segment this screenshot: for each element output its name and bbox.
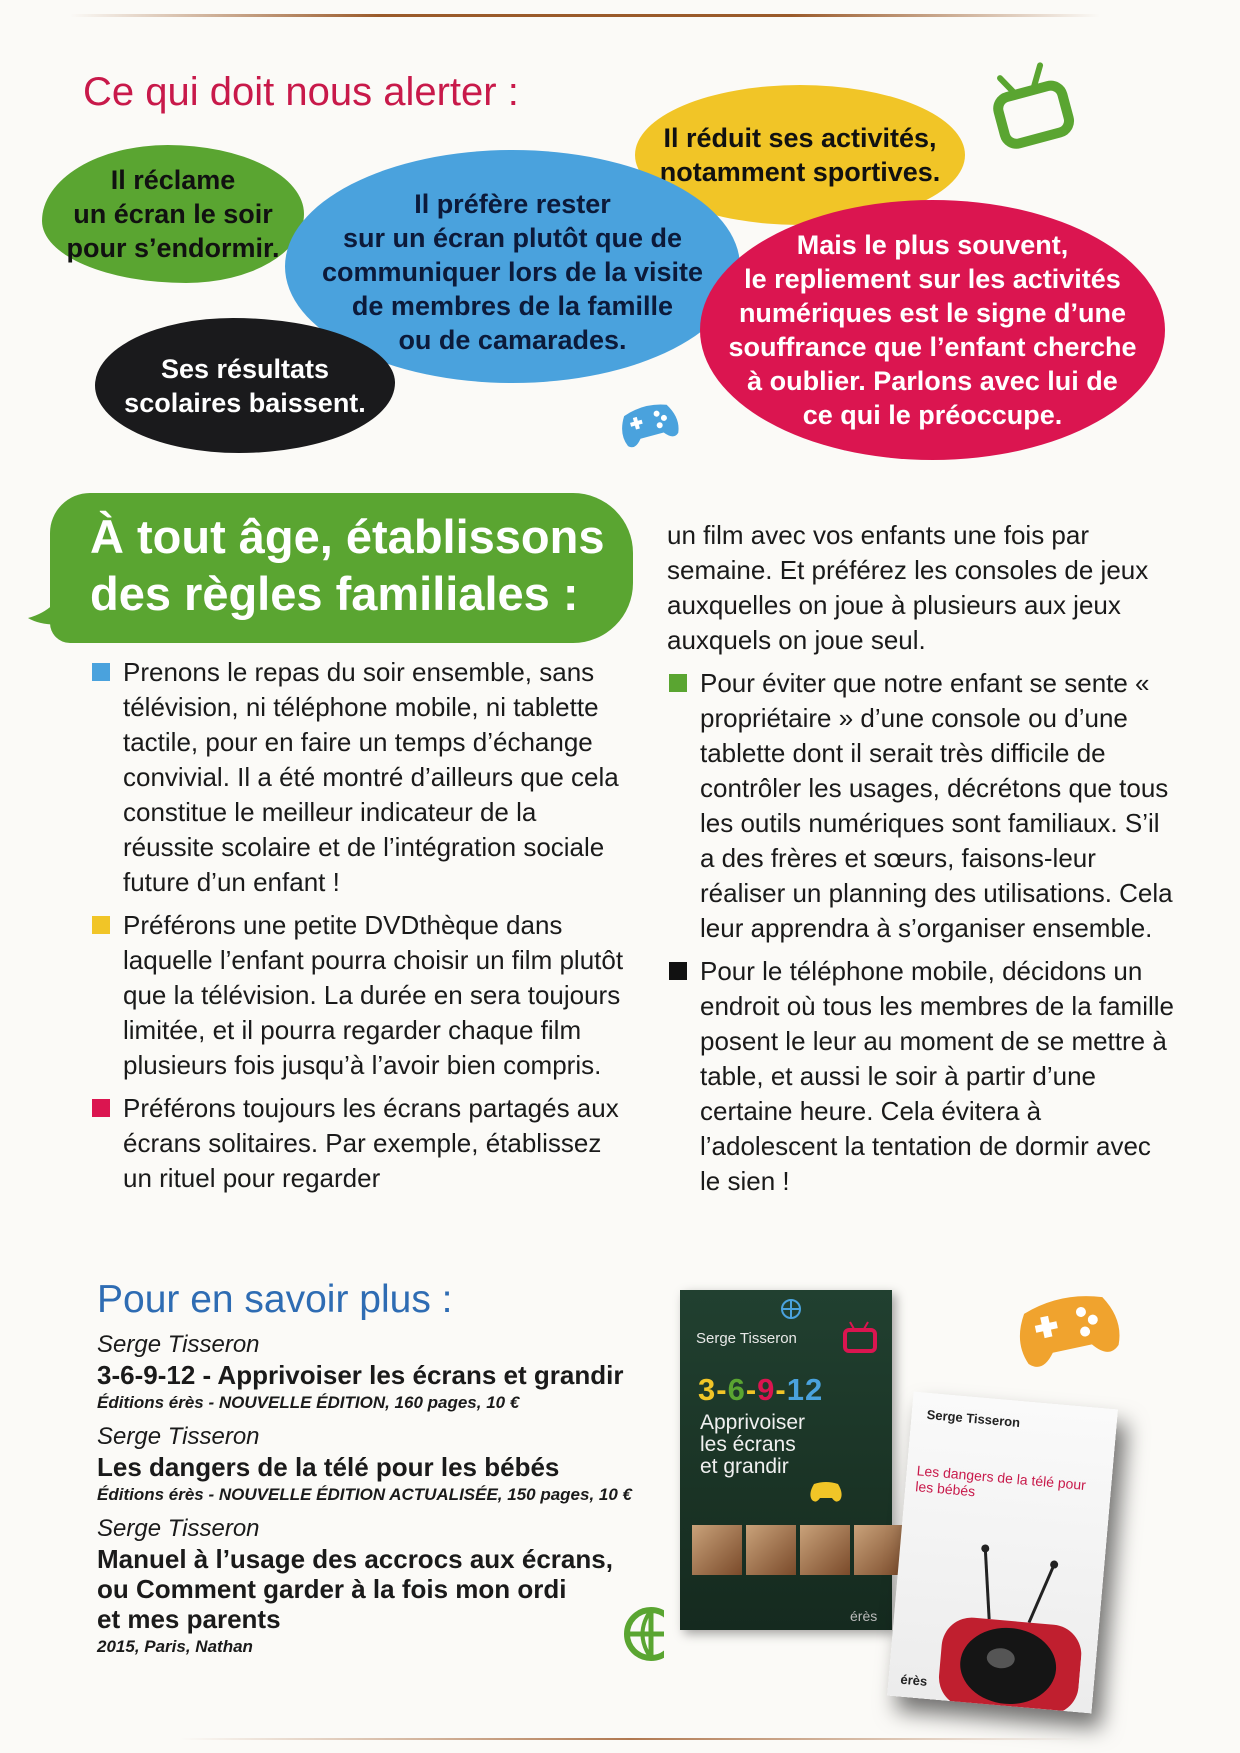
photo xyxy=(800,1525,850,1575)
rules-left-column xyxy=(88,655,628,1204)
photo xyxy=(854,1525,904,1575)
alert-bubble-red xyxy=(700,200,1165,460)
book-author: Serge Tisseron xyxy=(696,1330,797,1347)
gamepad-icon xyxy=(808,1478,844,1504)
book-number-dash: - xyxy=(745,1372,758,1407)
book-number-dash: - xyxy=(716,1372,728,1407)
bubble-line: numériques est le signe d’une xyxy=(738,298,1127,328)
rules-heading xyxy=(90,508,604,622)
rule-text: Préférons toujours les écrans partagés aux écrans solitaires. Par exemple, établissez un rituel pour regarder xyxy=(123,1093,619,1193)
references-list xyxy=(97,1330,657,1666)
rule-text: Prenons le repas du soir ensemble, sans télévision, ni téléphone mobile, ni tablette tactile, pour en faire un temps d’échange convivial. Il a été montré d’ailleurs que cela constitue le meilleur indicateur de la réussite scolaire et de l’intégration sociale future d’un enfant ! xyxy=(123,657,619,897)
bubble-line: sur un écran plutôt que de xyxy=(342,222,683,253)
tv-icon xyxy=(842,1320,878,1354)
alert-bubble-black xyxy=(95,318,395,453)
ref-title: et mes parents xyxy=(97,1604,281,1634)
book-title: Les dangers de la télé pour les bébés xyxy=(914,1462,1087,1500)
rule-item xyxy=(665,954,1175,1199)
bubble-line: communiquer lors de la visite xyxy=(321,256,704,287)
ref-publisher: 2015, Paris, Nathan xyxy=(97,1637,253,1656)
globe-icon xyxy=(622,1605,680,1663)
ref-publisher: Éditions érès - NOUVELLE ÉDITION ACTUALISÉE, 150 pages, 10 € xyxy=(97,1485,633,1504)
rules-heading-line: À tout âge, établissons xyxy=(90,510,605,563)
bubble-line: Il réduit ses activités, xyxy=(663,123,937,153)
rule-text: Préférons une petite DVDthèque dans laquelle l’enfant pourra choisir un film plutôt que la télévision. La durée en sera toujours limitée, et il pourra regarder chaque film plusieurs fois jusqu’à l’avoir bien compris. xyxy=(123,910,624,1080)
gamepad-icon xyxy=(1010,1285,1126,1371)
photo xyxy=(692,1525,742,1575)
ref-title: 3-6-9-12 - Apprivoiser les écrans et grandir xyxy=(97,1360,624,1390)
ref-title: Les dangers de la télé pour les bébés xyxy=(97,1452,560,1482)
bullet-square-blue xyxy=(92,663,110,681)
rule-text: Pour éviter que notre enfant se sente « propriétaire » d’une console ou d’une tablette dont il serait très difficile de contrôler les usages, décrétons que tous les outils numériques sont familiaux. S’il a des frères et sœurs, faisons-leur réaliser un planning des utilisations. Cela leur apprendra à s’organiser ensemble. xyxy=(700,668,1173,943)
reference-item xyxy=(97,1514,657,1660)
bubble-line: le repliement sur les activités xyxy=(744,264,1121,294)
book-number: 6 xyxy=(727,1372,746,1407)
book-subtitle-line: Apprivoiser xyxy=(700,1411,806,1434)
bullet-square-red xyxy=(92,1099,110,1117)
book-subtitle xyxy=(700,1412,805,1478)
book-photo-strip xyxy=(692,1525,904,1575)
bubble-line: Mais le plus souvent, xyxy=(796,230,1069,260)
bubble-line: à oublier. Parlons avec lui de xyxy=(747,366,1118,396)
bubble-line: ce qui le préoccupe. xyxy=(802,400,1063,430)
rule-text: Pour le téléphone mobile, décidons un endroit où tous les membres de la famille posent le leur au moment de se mettre à table, et aussi le soir à partir d’une certaine heure. Cela évitera à l’adolescent la tentation de dormir avec le sien ! xyxy=(700,956,1175,1196)
tv-icon xyxy=(990,62,1082,154)
rule-item xyxy=(88,908,628,1083)
rule-item xyxy=(665,666,1175,946)
book-number-title xyxy=(698,1372,823,1408)
book-number: 12 xyxy=(786,1372,824,1407)
bullet-square-yellow xyxy=(92,916,110,934)
reference-item xyxy=(97,1422,657,1508)
ref-publisher: Éditions érès - NOUVELLE ÉDITION, 160 pages, 10 € xyxy=(97,1393,520,1412)
more-heading: Pour en savoir plus : xyxy=(97,1278,453,1321)
book-number: 3 xyxy=(698,1372,717,1407)
bullet-square-green xyxy=(669,674,687,692)
bullet-square-black xyxy=(669,962,687,980)
book-publisher: érès xyxy=(850,1608,878,1624)
rule-item xyxy=(88,1091,628,1196)
bubble-line: ou de camarades. xyxy=(398,324,627,355)
book-author: Serge Tisseron xyxy=(926,1406,1021,1431)
gamepad-icon xyxy=(615,396,683,452)
bubble-line: Il réclame xyxy=(110,165,236,195)
bottom-divider xyxy=(180,1738,1080,1740)
top-divider xyxy=(70,14,1100,17)
rule-item xyxy=(88,655,628,900)
book-subtitle-line: les écrans xyxy=(700,1433,796,1456)
globe-icon xyxy=(780,1298,802,1320)
rule-continuation: un film avec vos enfants une fois par semaine. Et préférez les consoles de jeux auxquelles on joue à plusieurs aux jeux auxquels on joue seul. xyxy=(667,520,1149,655)
bubble-line: de membres de la famille xyxy=(351,290,674,321)
bubble-line: Ses résultats xyxy=(160,353,330,384)
ref-title: Manuel à l’usage des accrocs aux écrans, xyxy=(97,1544,613,1574)
book-number: 9 xyxy=(757,1372,776,1407)
rules-right-column xyxy=(665,518,1175,1207)
bubble-line: scolaires baissent. xyxy=(124,387,366,418)
reference-item xyxy=(97,1330,657,1416)
book-cover-dangers-tele xyxy=(887,1392,1118,1714)
book-subtitle-line: et grandir xyxy=(700,1455,789,1478)
ref-author: Serge Tisseron xyxy=(97,1331,260,1358)
book-cover-3-6-9-12 xyxy=(680,1290,892,1630)
book-publisher: érès xyxy=(899,1671,928,1689)
bubble-line: un écran le soir xyxy=(73,199,273,229)
ref-author: Serge Tisseron xyxy=(97,1515,260,1542)
alert-heading: Ce qui doit nous alerter : xyxy=(83,70,519,114)
alert-bubble-green xyxy=(42,145,304,283)
bubble-line: pour s’endormir. xyxy=(66,233,280,263)
book-number-dash: - xyxy=(775,1372,787,1407)
photo xyxy=(746,1525,796,1575)
ref-author: Serge Tisseron xyxy=(97,1423,260,1450)
bubble-line: souffrance que l’enfant cherche xyxy=(728,332,1137,362)
tv-icon xyxy=(927,1535,1091,1712)
bubble-line: notamment sportives. xyxy=(659,157,941,187)
bubble-line: Il préfère rester xyxy=(414,188,611,219)
rules-heading-line: des règles familiales : xyxy=(90,567,579,620)
ref-title: ou Comment garder à la fois mon ordi xyxy=(97,1574,567,1604)
